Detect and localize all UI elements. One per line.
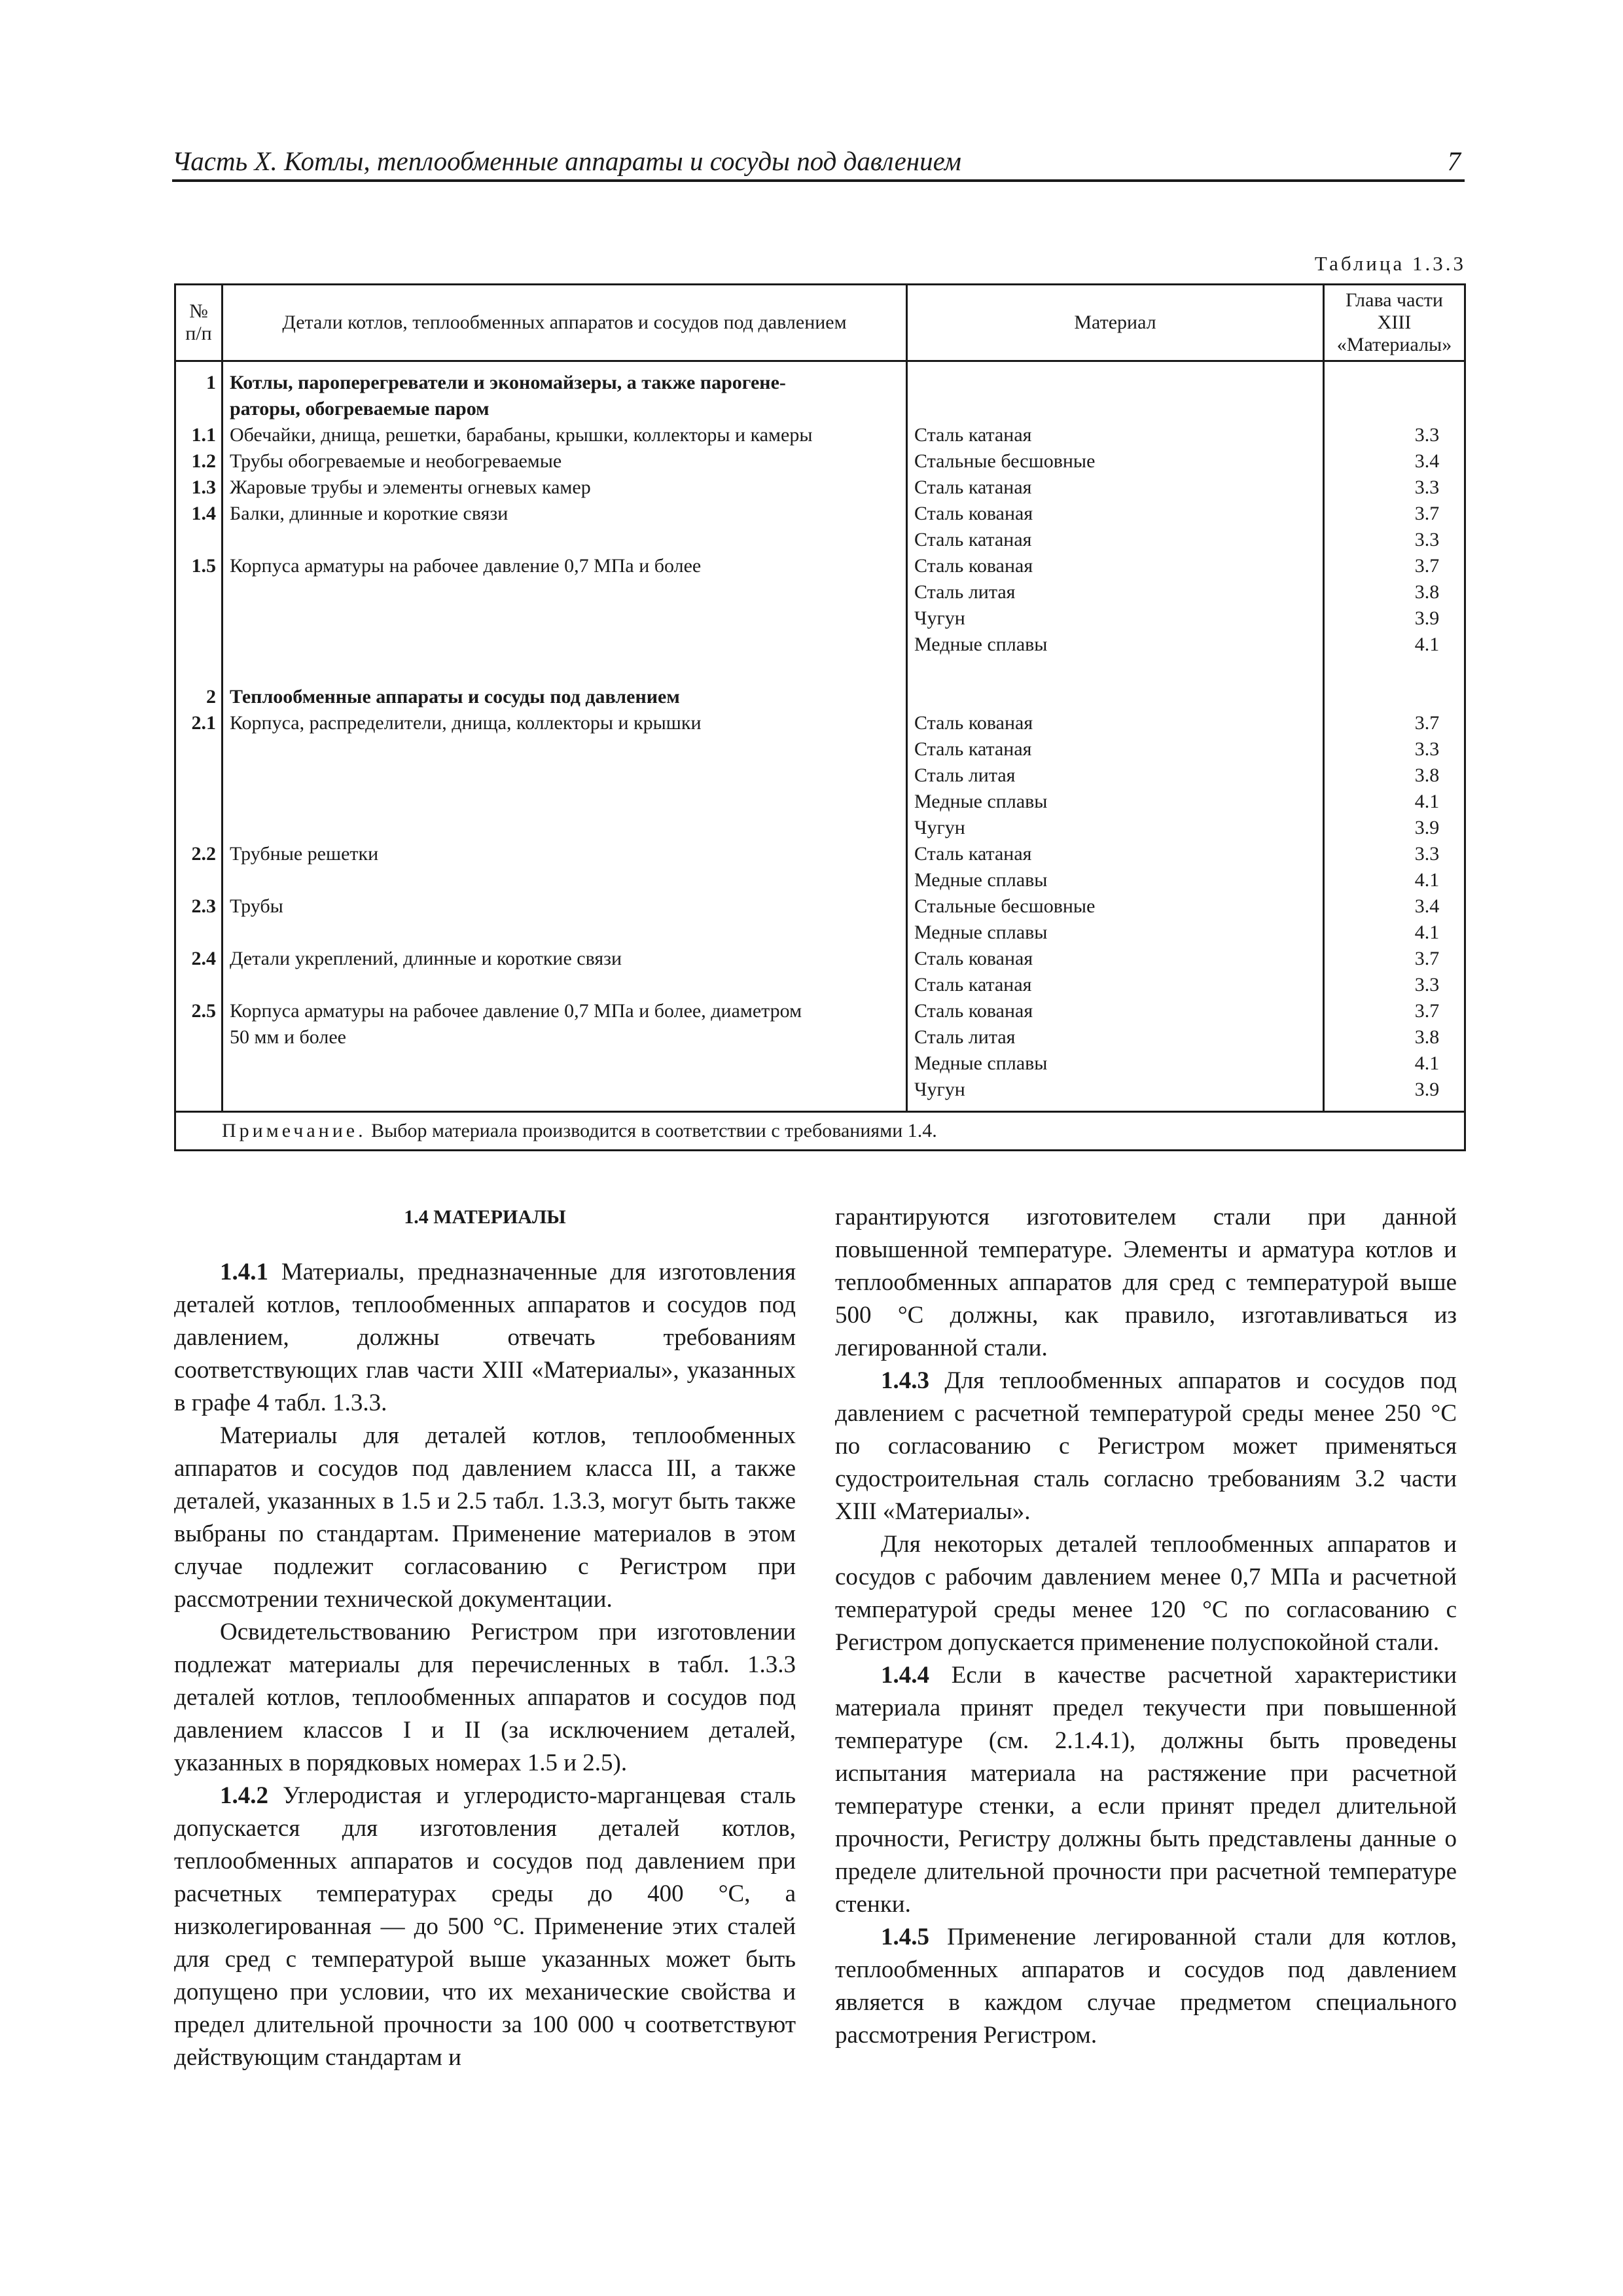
table-row (175, 920, 1465, 946)
table-row (175, 893, 1465, 920)
paragraph-text: Материалы, предназначенные для изготовления деталей котлов, теплообменных аппаратов и сосудов под давлением, должны отвечать требованиям соответствующих глав части XIII «Материалы», указанных в графе 4 табл. 1.3.3. (174, 1259, 796, 1416)
chapter-cell: 3.3 (1324, 422, 1465, 448)
detail-cell: Корпуса арматуры на рабочее давление 0,7 МПа и более, диаметром (223, 998, 907, 1024)
material-cell: Сталь литая (907, 1024, 1324, 1050)
row-number-cell (175, 972, 223, 998)
table-header-row (175, 285, 1465, 361)
table-row (175, 867, 1465, 893)
detail-cell: Трубные решетки (223, 841, 907, 867)
table-row (175, 815, 1465, 841)
table-row (175, 579, 1465, 605)
row-number-cell: 1.5 (175, 553, 223, 579)
row-number-cell (175, 396, 223, 422)
table-spacer-row (175, 658, 1465, 684)
material-cell: Сталь кованая (907, 553, 1324, 579)
table-row (175, 710, 1465, 736)
material-cell: Медные сплавы (907, 1050, 1324, 1077)
page-number: 7 (1447, 146, 1461, 176)
chapter-cell: 3.8 (1324, 762, 1465, 789)
row-number-cell: 2.3 (175, 893, 223, 920)
detail-cell (223, 789, 907, 815)
clause-number: 1.4.3 (881, 1367, 929, 1394)
row-number-cell: 1.3 (175, 475, 223, 501)
chapter-cell: 4.1 (1324, 920, 1465, 946)
detail-cell (223, 1077, 907, 1112)
header-num: № п/п (175, 285, 223, 361)
material-cell: Медные сплавы (907, 920, 1324, 946)
row-number-cell (175, 789, 223, 815)
paragraph: Материалы для деталей котлов, теплообменных аппаратов и сосудов под давлением класса III, а также деталей, указанных в 1.5 и 2.5 табл. 1.3.3, могут быть также выбраны по стандартам. Применение материалов в этом случае подлежит согласованию с Регистром при рассмотрении технической документации. (174, 1422, 796, 1613)
table-row (175, 396, 1465, 422)
material-cell: Сталь катаная (907, 972, 1324, 998)
material-cell: Стальные бесшовные (907, 893, 1324, 920)
chapter-cell: 4.1 (1324, 789, 1465, 815)
chapter-cell (1324, 396, 1465, 422)
chapter-cell: 3.3 (1324, 475, 1465, 501)
paragraph-text: Углеродистая и углеродисто-марганцевая сталь допускается для изготовления деталей котлов, теплообменных аппаратов и сосудов под давлением при расчетных температурах среды до 400 °С, а низколегированная — до 500 °С. Применение этих сталей для сред с температурой выше указанных может быть допущено при условии, что их механические свойства и предел длительной прочности за 100 000 ч соответствуют действующим стандартам и (174, 1782, 796, 2071)
text-column-left (174, 1201, 796, 2074)
table-row (175, 1050, 1465, 1077)
row-number-cell: 1 (175, 361, 223, 397)
table-row (175, 605, 1465, 632)
chapter-cell: 3.9 (1324, 1077, 1465, 1112)
paragraph-1-4-5 (835, 1921, 1457, 2052)
chapter-cell: 4.1 (1324, 1050, 1465, 1077)
empty-cell (907, 658, 1324, 684)
detail-cell: Теплообменные аппараты и сосуды под давлением (223, 684, 907, 710)
chapter-cell: 3.7 (1324, 998, 1465, 1024)
clause-number: 1.4.4 (881, 1662, 929, 1689)
detail-cell (223, 632, 907, 658)
detail-cell: Жаровые трубы и элементы огневых камер (223, 475, 907, 501)
paragraph-1-4-2 (174, 1780, 796, 2074)
row-number-cell: 1.1 (175, 422, 223, 448)
table-note (175, 1112, 1465, 1151)
chapter-cell: 3.3 (1324, 736, 1465, 762)
row-number-cell (175, 1024, 223, 1050)
chapter-cell: 3.9 (1324, 815, 1465, 841)
chapter-cell: 3.8 (1324, 1024, 1465, 1050)
material-cell: Сталь кованая (907, 998, 1324, 1024)
row-number-cell (175, 815, 223, 841)
detail-cell: Трубы обогреваемые и необогреваемые (223, 448, 907, 475)
chapter-cell: 3.8 (1324, 579, 1465, 605)
note-label: Примечание. (222, 1120, 366, 1141)
material-cell: Сталь катаная (907, 841, 1324, 867)
detail-cell: 50 мм и более (223, 1024, 907, 1050)
table-row (175, 841, 1465, 867)
material-cell: Сталь катаная (907, 736, 1324, 762)
paragraph-text: Если в качестве расчетной характеристики материала принят предел текучести при повышенной температуре (см. 2.1.4.1), должны быть проведены испытания материала на растяжение при расчетной температуре стенки, а если принят предел длительной прочности, Регистру должны быть представлены данные о пределе длительной прочности при расчетной температуре стенки. (835, 1662, 1457, 1918)
empty-cell (175, 658, 223, 684)
table-row (175, 762, 1465, 789)
row-number-cell: 2.5 (175, 998, 223, 1024)
material-cell: Сталь кованая (907, 710, 1324, 736)
detail-cell (223, 867, 907, 893)
detail-cell: Трубы (223, 893, 907, 920)
row-number-cell (175, 736, 223, 762)
chapter-cell: 3.3 (1324, 972, 1465, 998)
row-number-cell (175, 527, 223, 553)
table-row (175, 361, 1465, 397)
section-heading: 1.4 МАТЕРИАЛЫ (404, 1206, 566, 1228)
paragraph-1-4-4 (835, 1659, 1457, 1921)
material-cell: Медные сплавы (907, 867, 1324, 893)
material-cell: Сталь катаная (907, 422, 1324, 448)
header-details: Детали котлов, теплообменных аппаратов и сосудов под давлением (223, 285, 907, 361)
paragraph: Освидетельствованию Регистром при изготовлении подлежат материалы для перечисленных в табл. 1.3.3 деталей котлов, теплообменных аппаратов и сосудов под давлением классов I и II (за исключением деталей, указанных в порядковых номерах 1.5 и 2.5). (174, 1619, 796, 1776)
material-cell: Сталь кованая (907, 501, 1324, 527)
table-body (175, 361, 1465, 1112)
paragraph: Для некоторых деталей теплообменных аппаратов и сосудов с рабочим давлением менее 0,7 МПа и расчетной температурой среды менее 120 °С по согласованию с Регистром допускается применение полуспокойной стали. (835, 1531, 1457, 1656)
paragraph-1-4-1 (174, 1256, 796, 1420)
clause-number: 1.4.1 (220, 1259, 268, 1285)
material-cell: Сталь кованая (907, 946, 1324, 972)
detail-cell (223, 1050, 907, 1077)
detail-cell (223, 527, 907, 553)
clause-number: 1.4.5 (881, 1924, 929, 1950)
material-cell: Сталь катаная (907, 475, 1324, 501)
chapter-cell: 3.4 (1324, 448, 1465, 475)
chapter-cell: 3.3 (1324, 841, 1465, 867)
table-row (175, 448, 1465, 475)
header-title: Часть X. Котлы, теплообменные аппараты и сосуды под давлением (172, 146, 961, 176)
table-row (175, 789, 1465, 815)
material-cell: Сталь литая (907, 579, 1324, 605)
chapter-cell: 3.4 (1324, 893, 1465, 920)
detail-cell (223, 579, 907, 605)
row-number-cell: 2 (175, 684, 223, 710)
table-row (175, 527, 1465, 553)
row-number-cell (175, 579, 223, 605)
chapter-cell: 3.7 (1324, 710, 1465, 736)
detail-cell: Балки, длинные и короткие связи (223, 501, 907, 527)
table-row (175, 1077, 1465, 1112)
row-number-cell (175, 632, 223, 658)
table-row (175, 998, 1465, 1024)
table-caption: Таблица 1.3.3 (1314, 252, 1466, 275)
table-row (175, 972, 1465, 998)
detail-cell: раторы, обогреваемые паром (223, 396, 907, 422)
empty-cell (223, 658, 907, 684)
note-text: Выбор материала производится в соответствии с требованиями 1.4. (371, 1120, 937, 1141)
row-number-cell (175, 920, 223, 946)
material-cell (907, 396, 1324, 422)
chapter-cell: 3.7 (1324, 553, 1465, 579)
table-row (175, 553, 1465, 579)
material-cell: Медные сплавы (907, 632, 1324, 658)
row-number-cell: 2.4 (175, 946, 223, 972)
material-cell: Сталь литая (907, 762, 1324, 789)
material-cell: Чугун (907, 1077, 1324, 1112)
chapter-cell (1324, 361, 1465, 397)
detail-cell (223, 815, 907, 841)
clause-number: 1.4.2 (220, 1782, 268, 1809)
row-number-cell (175, 867, 223, 893)
detail-cell: Корпуса арматуры на рабочее давление 0,7 МПа и более (223, 553, 907, 579)
detail-cell (223, 972, 907, 998)
chapter-cell (1324, 684, 1465, 710)
row-number-cell (175, 762, 223, 789)
chapter-cell: 3.7 (1324, 946, 1465, 972)
table-row (175, 946, 1465, 972)
material-cell (907, 361, 1324, 397)
material-cell (907, 684, 1324, 710)
table-note-row (175, 1112, 1465, 1151)
paragraph-1-4-3 (835, 1365, 1457, 1528)
table-row (175, 684, 1465, 710)
table-row (175, 632, 1465, 658)
detail-cell: Обечайки, днища, решетки, барабаны, крышки, коллекторы и камеры (223, 422, 907, 448)
header-chapter: Глава части XIII «Материалы» (1324, 285, 1465, 361)
detail-cell: Корпуса, распределители, днища, коллекторы и крышки (223, 710, 907, 736)
table-row (175, 422, 1465, 448)
material-cell: Чугун (907, 815, 1324, 841)
header-material: Материал (907, 285, 1324, 361)
table-row (175, 1024, 1465, 1050)
row-number-cell: 1.2 (175, 448, 223, 475)
paragraph-text: Применение легированной стали для котлов, теплообменных аппаратов и сосудов под давлением является в каждом случае предметом специального рассмотрения Регистром. (835, 1924, 1457, 2049)
table-row (175, 475, 1465, 501)
materials-table (174, 283, 1466, 1151)
detail-cell (223, 920, 907, 946)
chapter-cell: 4.1 (1324, 867, 1465, 893)
chapter-cell: 3.7 (1324, 501, 1465, 527)
chapter-cell: 4.1 (1324, 632, 1465, 658)
detail-cell (223, 762, 907, 789)
running-header (172, 145, 1465, 182)
material-cell: Стальные бесшовные (907, 448, 1324, 475)
table-row (175, 501, 1465, 527)
material-cell: Чугун (907, 605, 1324, 632)
row-number-cell: 2.2 (175, 841, 223, 867)
row-number-cell: 2.1 (175, 710, 223, 736)
chapter-cell: 3.3 (1324, 527, 1465, 553)
chapter-cell: 3.9 (1324, 605, 1465, 632)
table-row (175, 736, 1465, 762)
paragraph-text: Для теплообменных аппаратов и сосудов под давлением с расчетной температурой среды менее 250 °С по согласованию с Регистром может применяться судостроительная сталь согласно требованиям 3.2 части XIII «Материалы». (835, 1367, 1457, 1525)
row-number-cell (175, 1077, 223, 1112)
row-number-cell: 1.4 (175, 501, 223, 527)
detail-cell (223, 605, 907, 632)
row-number-cell (175, 605, 223, 632)
empty-cell (1324, 658, 1465, 684)
text-column-right (835, 1201, 1457, 2052)
detail-cell: Котлы, пароперегреватели и экономайзеры, а также парогене- (223, 361, 907, 397)
detail-cell: Детали укреплений, длинные и короткие связи (223, 946, 907, 972)
paragraph-continued: гарантируются изготовителем стали при данной повышенной температуре. Элементы и арматура котлов и теплообменных аппаратов для сред с температурой выше 500 °С должны, как правило, изготавливаться из легированной стали. (835, 1204, 1457, 1361)
row-number-cell (175, 1050, 223, 1077)
detail-cell (223, 736, 907, 762)
material-cell: Сталь катаная (907, 527, 1324, 553)
material-cell: Медные сплавы (907, 789, 1324, 815)
